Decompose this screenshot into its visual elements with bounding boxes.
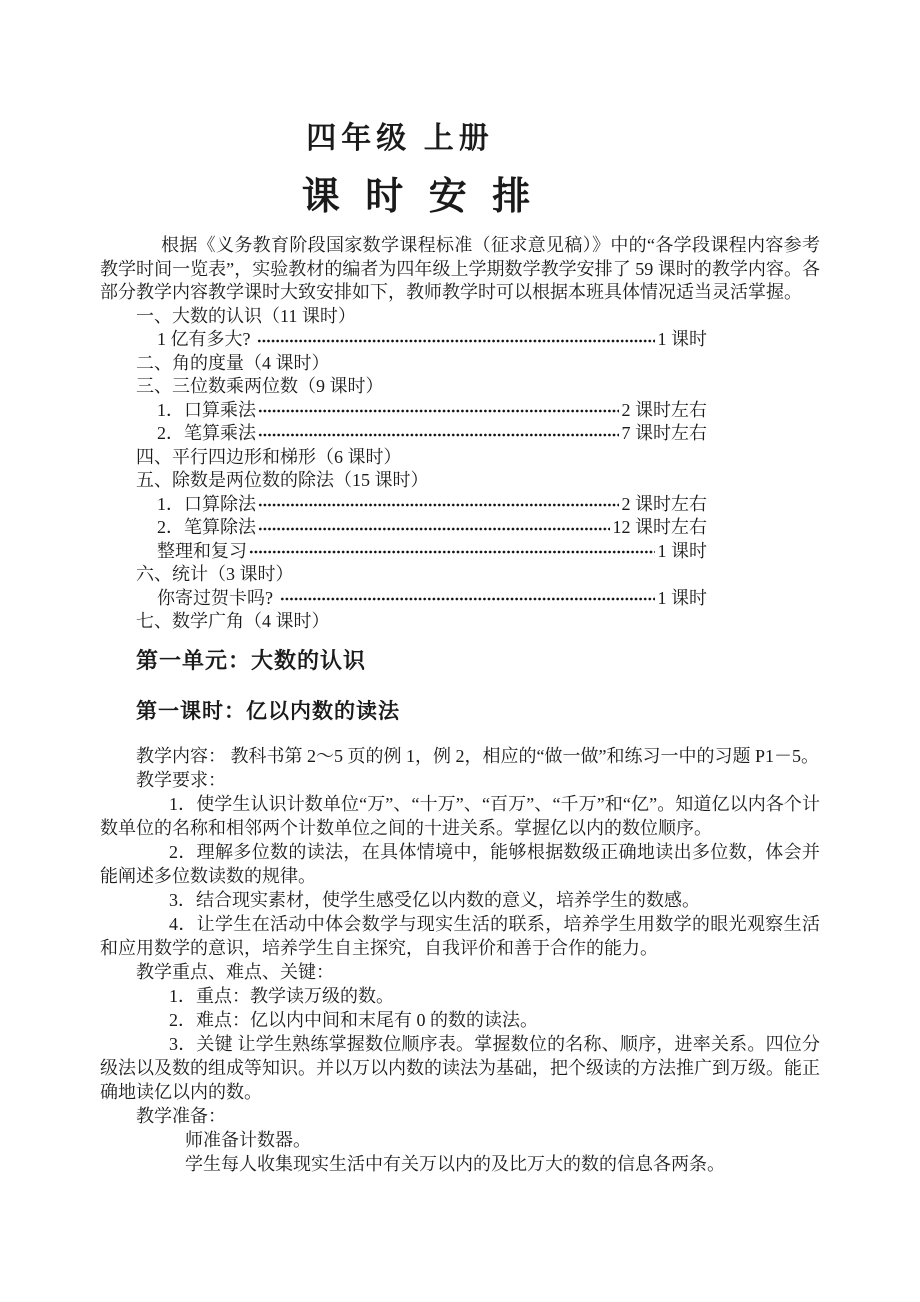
lesson-paragraph-text: 3．结合现实素材，使学生感受亿以内数的意义，培养学生的数感。 xyxy=(169,889,700,910)
schedule-item-label: 整理和复习 xyxy=(157,540,247,561)
schedule-row xyxy=(157,422,707,446)
unit-heading: 第一单元：大数的认识 xyxy=(136,647,367,673)
schedule-row xyxy=(136,563,820,587)
page-title: 课 时 安 排 xyxy=(301,176,539,218)
schedule-row xyxy=(157,493,707,517)
schedule-item-hours: 12 课时左右 xyxy=(612,517,707,537)
lesson-paragraph-text: 师准备计数器。 xyxy=(185,1129,311,1150)
schedule-item-label: 1．口算乘法 xyxy=(157,399,256,420)
book-title: 四年级 上册 xyxy=(306,122,494,155)
lesson-paragraph xyxy=(100,1008,820,1032)
lesson-paragraph-text: 2．理解多位数的读法，在具体情境中，能够根据数级正确地读出多位数，体会并能阐述多位数读数的规律。 xyxy=(100,841,820,886)
schedule-item-label: 2．笔算乘法 xyxy=(157,423,256,443)
schedule-item-label: 1．口算除法 xyxy=(157,493,256,514)
dotted-leader xyxy=(249,545,655,559)
lesson-paragraph-text: 教学准备： xyxy=(136,1105,226,1126)
schedule-row xyxy=(136,305,820,329)
schedule-item-hours: 1 课时 xyxy=(657,540,707,561)
lesson-paragraph xyxy=(100,1032,820,1104)
schedule-item-label: 五、除数是两位数的除法（15 课时） xyxy=(136,470,429,490)
lesson-paragraph-text: 3．关键 让学生熟练掌握数位顺序表。掌握数位的名称、顺序，进率关系。四位分级法以及数的组成等知识。并以万以内数的读法为基础，把个级读的方法推广到万级。能正确地读亿以内的数。 xyxy=(100,1033,820,1102)
lesson-body xyxy=(100,744,820,1176)
lesson-paragraph xyxy=(100,960,820,984)
schedule-item-hours: 7 课时左右 xyxy=(621,423,707,443)
dotted-leader xyxy=(257,334,655,348)
schedule-item-hours: 2 课时左右 xyxy=(621,399,707,420)
schedule-list xyxy=(100,305,820,634)
lesson-paragraph xyxy=(100,984,820,1008)
schedule-item-label: 六、统计（3 课时） xyxy=(136,564,294,584)
schedule-item-label: 四、平行四边形和梯形（6 课时） xyxy=(136,446,402,467)
dotted-leader xyxy=(258,522,610,536)
lesson-paragraph-text: 4．让学生在活动中体会数学与现实生活的联系，培养学生用数学的眼光观察生活和应用数学的意识，培养学生自主探究，自我评价和善于合作的能力。 xyxy=(100,913,820,958)
schedule-item-hours: 1 课时 xyxy=(657,329,707,349)
schedule-item-label: 1 亿有多大? xyxy=(157,329,255,349)
schedule-item-label: 一、大数的认识（11 课时） xyxy=(136,305,356,326)
lesson-paragraph xyxy=(100,792,820,840)
dotted-leader xyxy=(280,592,655,606)
intro-paragraph: 根据《义务教育阶段国家数学课程标准（征求意见稿）》中的“各学段课程内容参考教学时间一览表”，实验教材的编者为四年级上学期数学教学安排了 59 课时的教学内容。各部分教学内容教学课时大致安排如下，教师教学时可以根据本班具体情况适当灵活掌握。 xyxy=(100,235,820,302)
lesson-paragraph xyxy=(100,1128,820,1152)
lesson-paragraph-text: 教学重点、难点、关键： xyxy=(136,961,334,982)
lesson-paragraph-text: 教学内容： 教科书第 2～5 页的例 1，例 2，相应的“做一做”和练习一中的习题 P1－5。 xyxy=(136,745,819,766)
lesson-paragraph xyxy=(100,888,820,912)
schedule-row xyxy=(157,399,707,423)
schedule-item-hours: 1 课时 xyxy=(657,587,707,608)
lesson-paragraph-text: 学生每人收集现实生活中有关万以内的及比万大的数的信息各两条。 xyxy=(185,1153,725,1174)
schedule-row xyxy=(157,328,707,352)
schedule-row xyxy=(157,540,707,564)
lesson-paragraph-text: 1．重点：教学读万级的数。 xyxy=(169,985,394,1006)
lesson-paragraph xyxy=(100,840,820,888)
dotted-leader xyxy=(258,404,619,418)
lesson-paragraph xyxy=(100,912,820,960)
schedule-row xyxy=(136,446,820,470)
schedule-row xyxy=(157,516,707,540)
lesson-paragraph xyxy=(100,1152,820,1176)
lesson-heading: 第一课时：亿以内数的读法 xyxy=(136,699,400,723)
dotted-leader xyxy=(258,428,619,442)
lesson-paragraph-text: 2．难点：亿以内中间和末尾有 0 的数的读法。 xyxy=(169,1009,538,1030)
schedule-row xyxy=(157,587,707,611)
lesson-paragraph xyxy=(100,744,820,768)
lesson-paragraph-text: 1．使学生认识计数单位“万”、“十万”、“百万”、“千万”和“亿”。知道亿以内各个计数单位的名称和相邻两个计数单位之间的十进关系。掌握亿以内的数位顺序。 xyxy=(100,793,820,838)
schedule-row xyxy=(136,610,820,634)
schedule-item-hours: 2 课时左右 xyxy=(621,493,707,514)
schedule-row xyxy=(136,375,820,399)
schedule-item-label: 2．笔算除法 xyxy=(157,517,256,537)
schedule-item-label: 二、角的度量（4 课时） xyxy=(136,352,330,373)
schedule-item-label: 你寄过贺卡吗? xyxy=(157,587,278,608)
schedule-item-label: 七、数学广角（4 课时） xyxy=(136,611,330,631)
schedule-row xyxy=(136,352,820,376)
lesson-paragraph xyxy=(100,768,820,792)
schedule-row xyxy=(136,469,820,493)
schedule-item-label: 三、三位数乘两位数（9 课时） xyxy=(136,376,384,396)
lesson-paragraph-text: 教学要求： xyxy=(136,769,226,790)
lesson-paragraph xyxy=(100,1104,820,1128)
dotted-leader xyxy=(258,498,619,512)
